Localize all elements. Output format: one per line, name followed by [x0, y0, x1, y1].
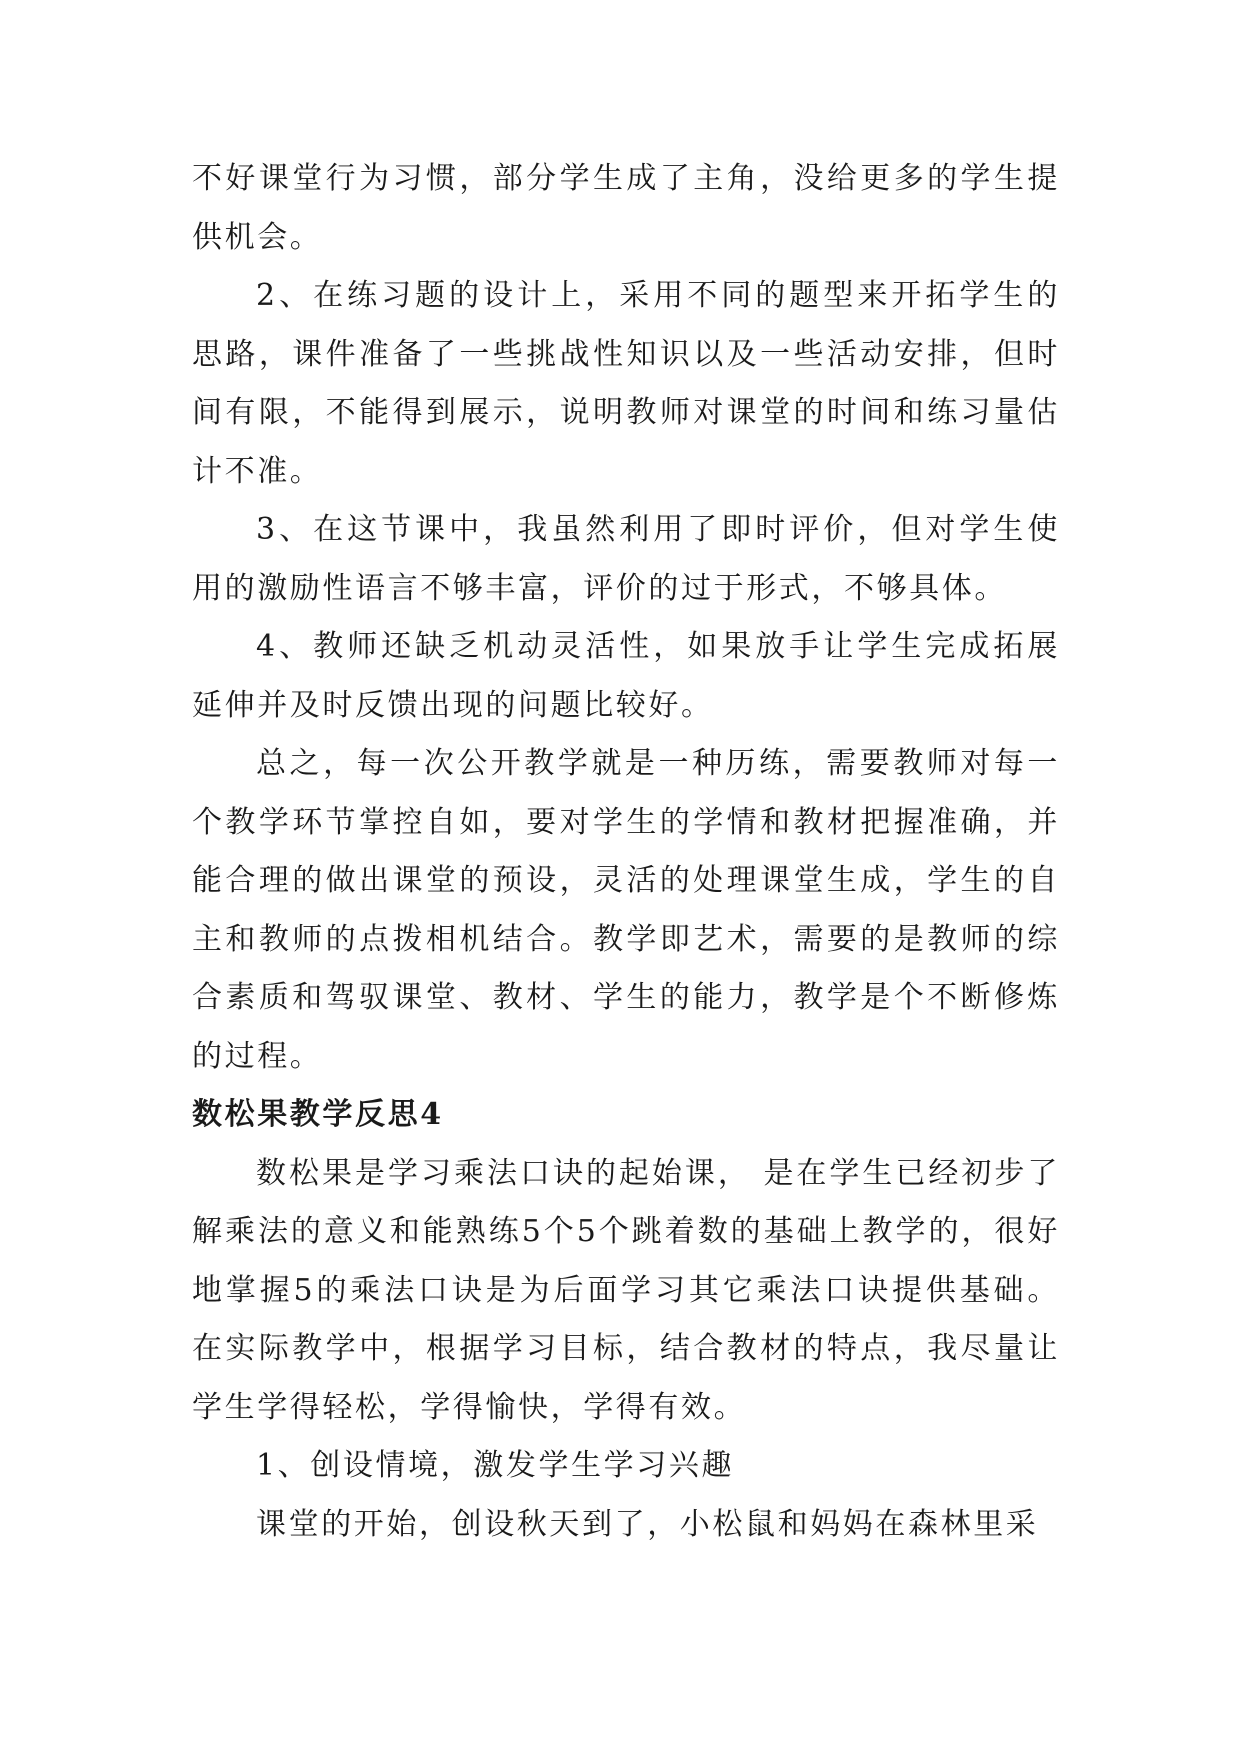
paragraph-point-3: 3、在这节课中，我虽然利用了即时评价，但对学生使用的激励性语言不够丰富，评价的过于形式，不够具体。	[192, 512, 1060, 606]
paragraph-subheading-1: 1、创设情境，激发学生学习兴趣	[256, 1448, 735, 1483]
paragraph-classroom-start: 课堂的开始，创设秋天到了，小松鼠和妈妈在森林里采	[256, 1506, 1039, 1542]
document-page	[192, 150, 1060, 1554]
paragraph-summary: 总之，每一次公开教学就是一种历练，需要教师对每一个教学环节掌控自如，要对学生的学情和教材把握准确，并能合理的做出课堂的预设，灵活的处理课堂生成，学生的自主和教师的点拨相机结合。教学即艺术，需要的是教师的综合素质和驾驭课堂、教材、学生的能力，教学是个不断修炼的过程。	[192, 746, 1060, 1074]
paragraph-point-4: 4、教师还缺乏机动灵活性，如果放手让学生完成拓展延伸并及时反馈出现的问题比较好。	[192, 629, 1060, 723]
paragraph-intro: 数松果是学习乘法口诀的起始课， 是在学生已经初步了解乘法的意义和能熟练5个5个跳着数的基础上教学的，很好地掌握5的乘法口诀是为后面学习其它乘法口诀提供基础。在实际教学中，根据学习目标，结合教材的特点，我尽量让学生学得轻松，学得愉快，学得有效。	[192, 1155, 1060, 1425]
section-title: 数松果教学反思4	[192, 1097, 444, 1132]
paragraph-point-2: 2、在练习题的设计上，采用不同的题型来开拓学生的思路，课件准备了一些挑战性知识以及一些活动安排，但时间有限，不能得到展示，说明教师对课堂的时间和练习量估计不准。	[192, 278, 1060, 489]
paragraph-continuation: 不好课堂行为习惯，部分学生成了主角，没给更多的学生提供机会。	[192, 161, 1060, 255]
